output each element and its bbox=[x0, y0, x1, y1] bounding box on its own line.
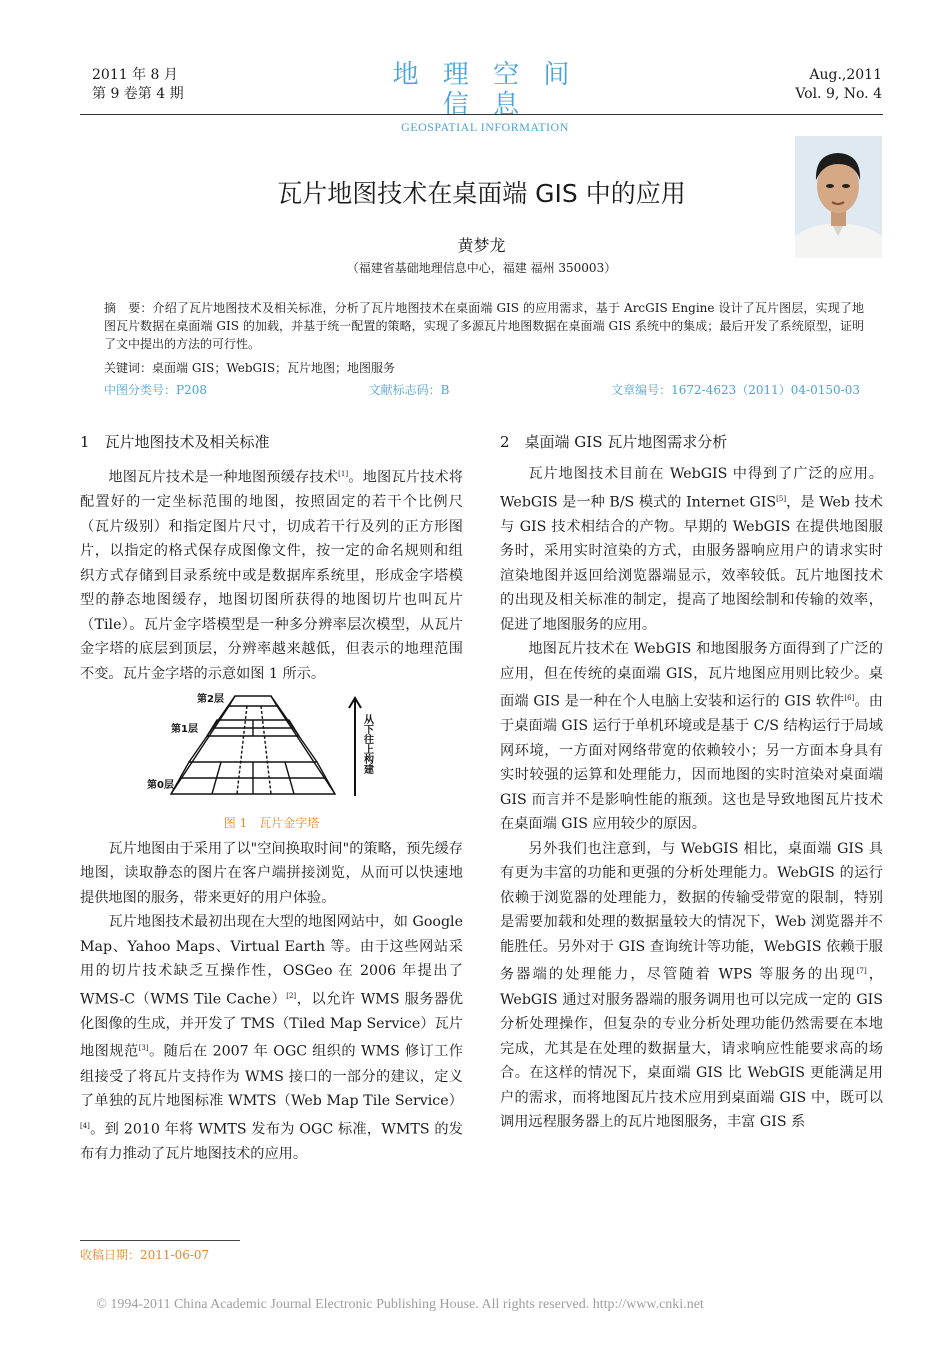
journal-masthead bbox=[380, 60, 590, 134]
article-number: 文章编号：1672-4623（2011）04-0150-03 bbox=[611, 383, 860, 397]
issue-date-cn bbox=[92, 66, 184, 104]
date-en: Aug.,2011 bbox=[809, 67, 882, 83]
left-column bbox=[80, 430, 463, 1166]
footnote-divider bbox=[80, 1240, 240, 1241]
pyramid-label-mid: 第1层 bbox=[170, 724, 198, 736]
citation-ref: [5] bbox=[776, 494, 787, 503]
section-2-heading: 2 桌面端 GIS 瓦片地图需求分析 bbox=[500, 433, 728, 451]
abstract: 摘 要：介绍了瓦片地图技术及相关标准，分析了瓦片地图技术在桌面端 GIS 的应用需求，基于 ArcGIS Engine 设计了瓦片图层，实现了地图瓦片数据在桌面端 GIS 的加载，并基于统一配置的策略，实现了多源瓦片地图数据在桌面端 GIS 系统中的集成；最后开发了系统原型，证明了文中提出的方法的可行性。 bbox=[104, 301, 864, 351]
figure-1 bbox=[80, 692, 463, 831]
header-divider bbox=[80, 114, 883, 115]
author-name: 黄梦龙 bbox=[457, 236, 506, 255]
volume-cn: 第 9 卷第 4 期 bbox=[92, 86, 184, 102]
citation-ref: [7] bbox=[856, 967, 867, 976]
journal-name-cn: 地 理 空 间 信 息 bbox=[392, 60, 578, 120]
section-1-paragraph-2: 瓦片地图由于采用了以"空间换取时间"的策略，预先缓存地图，读取静态的图片在客户端拼接浏览，从而可以快速地提供地图的服务，带来更好的用户体验。 bbox=[80, 840, 463, 906]
citation-ref: [4] bbox=[80, 1121, 90, 1130]
keywords: 关键词：桌面端 GIS；WebGIS；瓦片地图；地图服务 bbox=[104, 361, 396, 375]
copyright-footer: © 1994-2011 China Academic Journal Electronic Publishing House. All rights reserved. http://www.cnki.net bbox=[96, 1297, 704, 1312]
section-2-paragraph-1: 瓦片地图技术目前在 WebGIS 中得到了广泛的应用。WebGIS 是一种 B/S 模式的 Internet GIS[5]，是 Web 技术与 GIS 技术相结合的产物。早期的 WebGIS 在提供地图服务时，采用实时渲染的方式，由服务器响应用户的请求实时渲染地图并返回给浏览器端显示，效率较低。瓦片地图技术的出现及相关标准的制定，提高了地图绘制和传输的效率，促进了地图服务的应用。 bbox=[500, 466, 883, 633]
section-1-heading: 1 瓦片地图技术及相关标准 bbox=[80, 433, 270, 451]
right-column bbox=[500, 430, 883, 1135]
pyramid-label-bottom: 第0层 bbox=[146, 780, 174, 792]
volume-en: Vol. 9, No. 4 bbox=[795, 86, 882, 102]
section-2-paragraph-3: 另外我们也注意到，与 WebGIS 相比，桌面端 GIS 具有更为丰富的功能和更强的分析处理能力。WebGIS 的运行依赖于浏览器的处理能力，数据的传输受带宽的限制，特别是需要加载和处理的数据量较大的情况下，Web 浏览器并不能胜任。另外对于 GIS 查询统计等功能，WebGIS 依赖于服务器端的处理能力，尽管随着 WPS 等服务的出现[7]，WebGIS 通过对服务器端的服务调用也可以完成一定的 GIS 分析处理操作，但复杂的专业分析处理功能仍然需要在本地完成，尤其是在处理的数据量大，请求响应性能要求高的场合。在这样的情况下，桌面端 GIS 比 WebGIS 更能满足用户的需求，而将地图瓦片技术应用到桌面端 GIS 中，既可以调用远程服务器上的瓦片地图服务，丰富 GIS 系 bbox=[500, 840, 883, 1131]
citation-ref: [3] bbox=[138, 1044, 149, 1053]
section-1-paragraph-3: 瓦片地图技术最初出现在大型的地图网站中，如 Google Map、Yahoo Maps、Virtual Earth 等。由于这些网站采用的切片技术缺乏互操作性，OSGeo 在 2006 年提出了 WMS-C（WMS Tile Cache）[2]，以允许 WMS 服务器优化图像的生成，并开发了 TMS（Tiled Map Service）瓦片地图规范[3]。随后在 2007 年 OGC 组织的 WMS 修订工作组接受了将瓦片支持作为 WMS 接口的一部分的建议，定义了单独的瓦片地图标准 WMTS（Web Map Tile Service）[4]。到 2010 年将 WMTS 发布为 OGC 标准，WMTS 的发布有力推动了瓦片地图技术的应用。 bbox=[80, 914, 463, 1162]
pyramid-arrow-label: 从下往上构建 bbox=[361, 714, 372, 775]
paper-title: 瓦片地图技术在桌面端 GIS 中的应用 bbox=[277, 179, 686, 208]
issue-date-en bbox=[795, 66, 882, 104]
classification-line bbox=[104, 381, 860, 399]
citation-ref: [2] bbox=[286, 991, 297, 1000]
date-cn: 2011 年 8 月 bbox=[92, 67, 178, 83]
citation-ref: [6] bbox=[844, 694, 855, 703]
tile-pyramid-figure bbox=[146, 692, 377, 802]
figure-1-caption: 图 1 瓦片金字塔 bbox=[223, 815, 320, 830]
document-code: 文献标志码：B bbox=[368, 383, 450, 397]
affiliation: （福建省基础地理信息中心，福建 福州 350003） bbox=[346, 261, 617, 275]
journal-name-en: GEOSPATIAL INFORMATION bbox=[401, 120, 569, 134]
section-1-paragraph-1: 地图瓦片技术是一种地图预缓存技术[1]。地图瓦片技术将配置好的一定坐标范围的地图，按照固定的若干个比例尺（瓦片级别）和指定图片尺寸，切成若干行及列的正方形图片，以指定的格式保存成图像文件，按一定的命名规则和组织方式存储到目录系统中或是数据库系统里，形成金字塔模型的静态地图缓存，地图切图所获得的地图切片也叫瓦片（Tile）。瓦片金字塔模型是一种多分辨率层次模型，从瓦片金字塔的底层到顶层，分辨率越来越低，但表示的地理范围不变。瓦片金字塔的示意如图 1 所示。 bbox=[80, 469, 463, 682]
section-2-paragraph-2: 地图瓦片技术在 WebGIS 和地图服务方面得到了广泛的应用，但在传统的桌面端 GIS，瓦片地图应用则比较少。桌面端 GIS 是一种在个人电脑上安装和运行的 GIS 软件[6]。由于桌面端 GIS 运行于单机环境或是基于 C/S 结构运行于局域网环境，一方面对网络带宽的依赖较小；另一方面本身具有实时较强的运算和处理能力，因而地图的实时渲染对桌面端 GIS 而言并不是影响性能的瓶颈。这也是导致地图瓦片技术在桌面端 GIS 应用较少的原因。 bbox=[500, 641, 883, 833]
citation-ref: [1] bbox=[338, 470, 349, 478]
received-date: 收稿日期：2011-06-07 bbox=[80, 1248, 210, 1262]
pyramid-label-top: 第2层 bbox=[196, 694, 224, 706]
clc-number: 中图分类号：P208 bbox=[104, 383, 207, 397]
